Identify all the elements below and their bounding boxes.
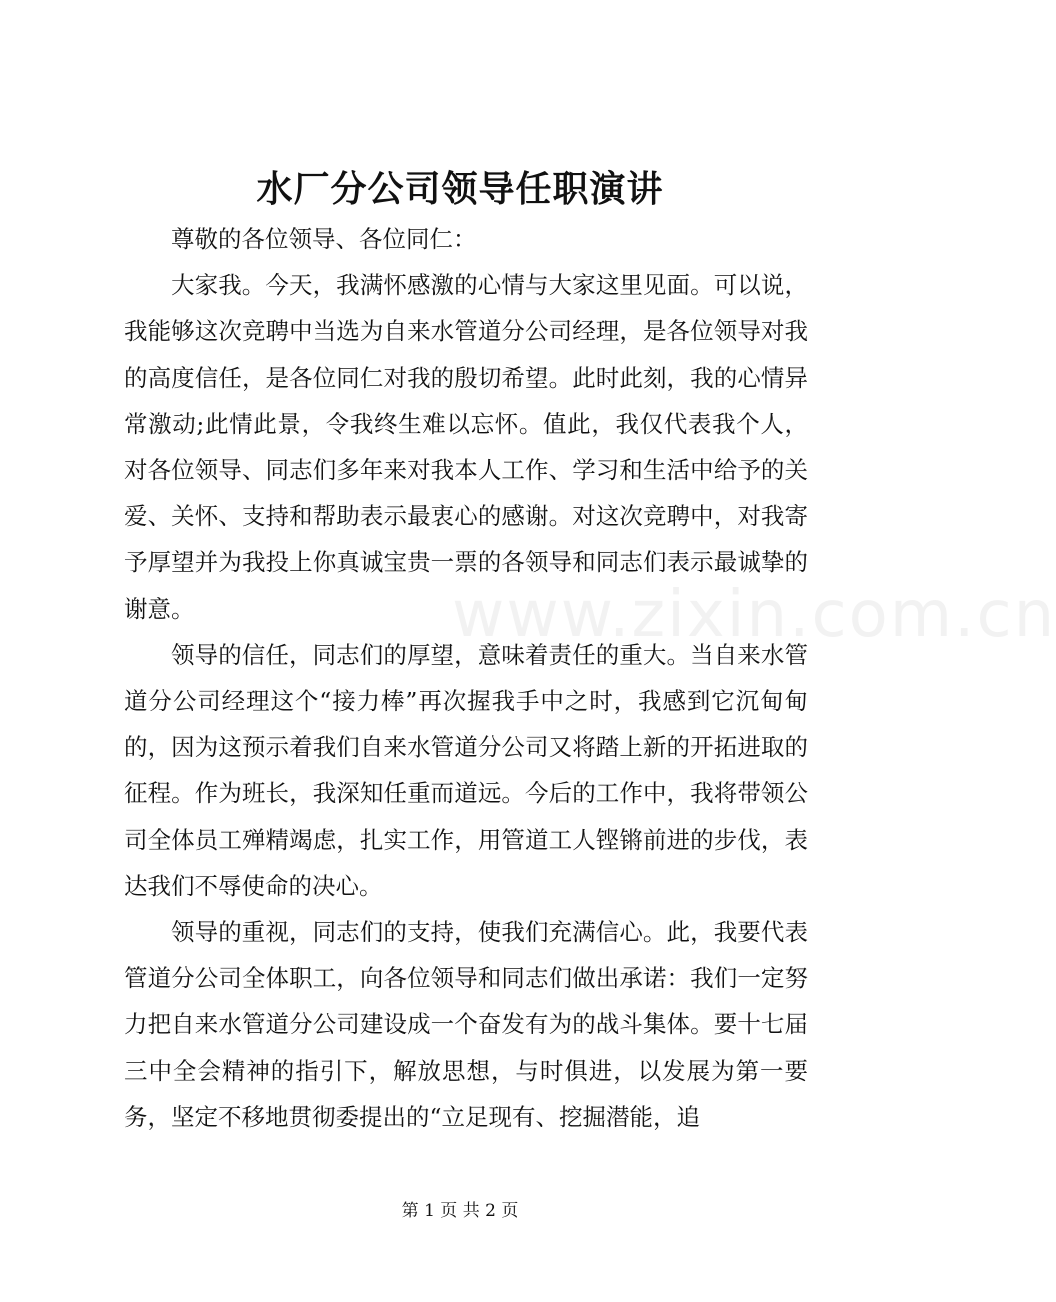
document-body	[124, 216, 808, 1140]
watermark: www.zixin.com.cn	[452, 578, 1056, 652]
paragraph-2: 领导的信任，同志们的厚望，意味着责任的重大。当自来水管道分公司经理这个“接力棒”再次握我手中之时，我感到它沉甸甸的，因为这预示着我们自来水管道分公司又将踏上新的开拓进取的征程。作为班长，我深知任重而道远。今后的工作中，我将带领公司全体员工殚精竭虑，扎实工作，用管道工人铿锵前进的步伐，表达我们不辱使命的决心。	[124, 640, 808, 900]
document-title: 水厂分公司领导任职演讲	[256, 168, 664, 210]
paragraph-1: 大家我。今天，我满怀感激的心情与大家这里见面。可以说，我能够这次竞聘中当选为自来水管道分公司经理，是各位领导对我的高度信任，是各位同仁对我的殷切希望。此时此刻，我的心情异常激动;此情此景，令我终生难以忘怀。值此，我仅代表我个人，对各位领导、同志们多年来对我本人工作、学习和生活中给予的关爱、关怀、支持和帮助表示最衷心的感谢。对这次竞聘中，对我寄予厚望并为我投上你真诚宝贵一票的各领导和同志们表示最诚挚的谢意。	[124, 271, 808, 623]
page-footer: 第 1 页 共 2 页	[401, 1201, 519, 1221]
paragraph-salutation: 尊敬的各位领导、各位同仁：	[171, 225, 477, 253]
paragraph-3: 领导的重视，同志们的支持，使我们充满信心。此，我要代表管道分公司全体职工，向各位领导和同志们做出承诺：我们一定努力把自来水管道分公司建设成一个奋发有为的战斗集体。要十七届三中全会精神的指引下，解放思想，与时俱进，以发展为第一要务，坚定不移地贯彻委提出的“立足现有、挖掘潜能，追	[124, 918, 808, 1131]
